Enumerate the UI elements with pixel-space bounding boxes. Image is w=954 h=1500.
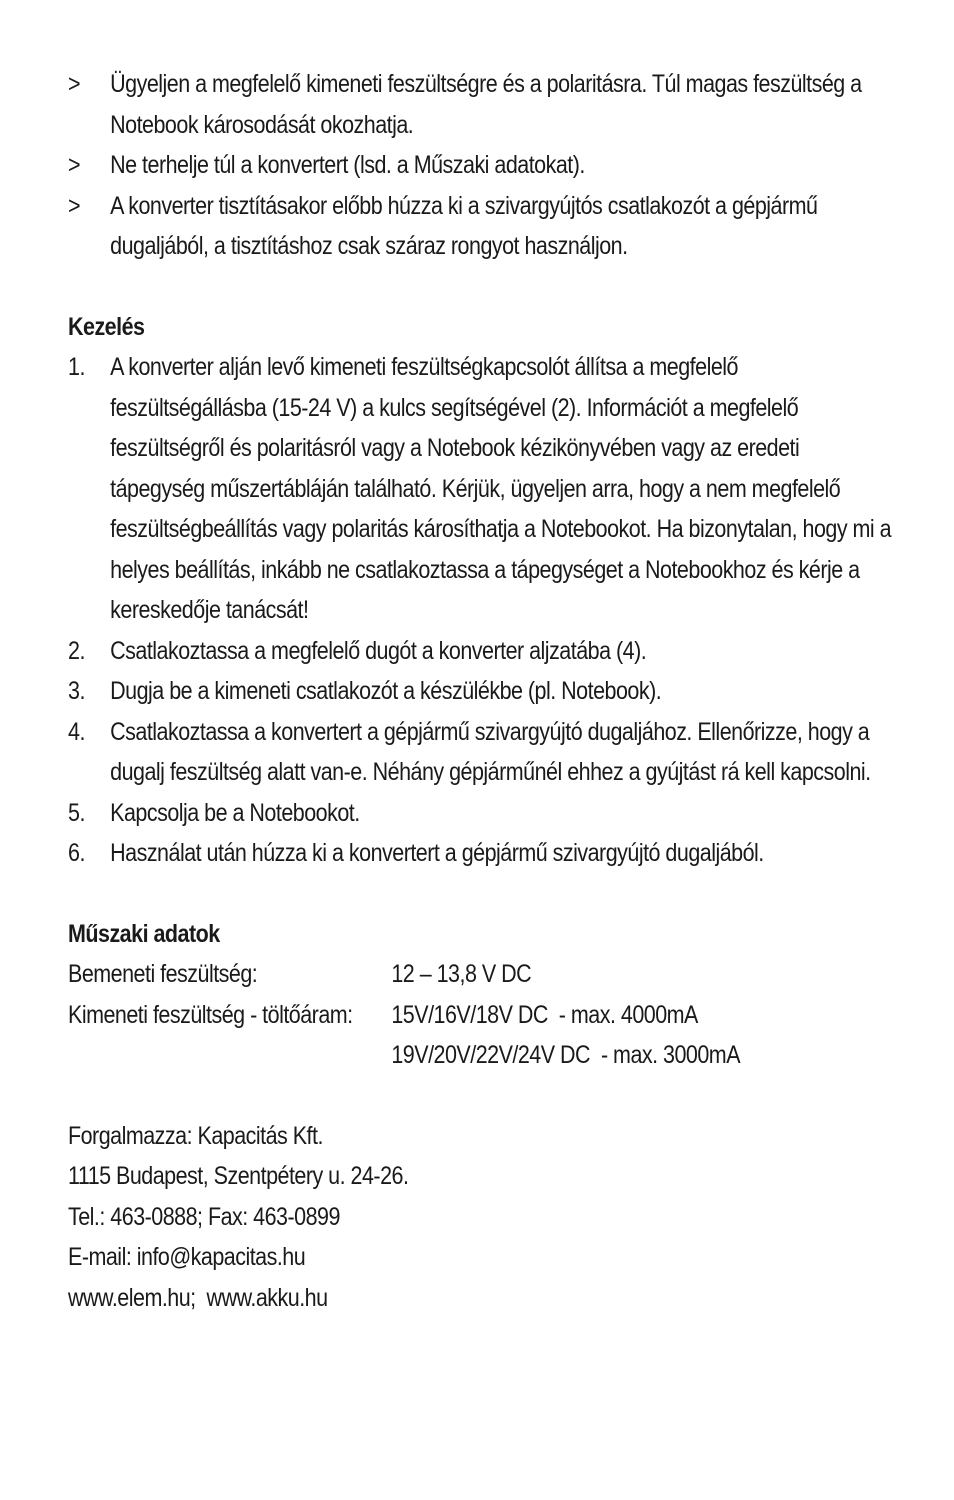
spec-row [68,995,898,1036]
section-heading: Műszaki adatok [68,919,220,948]
address-line: 1115 Budapest, Szentpétery u. 24-26. [68,1162,409,1190]
list-item [68,186,898,267]
list-item [68,712,898,793]
spec-row [68,954,898,995]
email-line: E-mail: info@kapacitas.hu [68,1243,306,1271]
step-number: 1. [68,353,85,381]
spec-label: Kimeneti feszültség - töltőáram: [68,1000,353,1029]
warning-text: A konverter tisztításakor előbb húzza ki a szivargyújtós csatlakozót a gépjármű dugaljából, a tisztításhoz csak száraz rongyot használjon. [110,191,818,260]
step-text: Dugja be a kimeneti csatlakozót a készülékbe (pl. Notebook). [110,677,662,705]
step-number: 2. [68,636,85,665]
distributor-line: Forgalmazza: Kapacitás Kft. [68,1121,323,1150]
step-text: A konverter alján levő kimeneti feszültségkapcsolót állítsa a megfelelő feszültségállásba (15-24 V) a kulcs segítségével (2). Információt a megfelelő feszültségről és polaritásról vagy a Notebook kézikönyvében vagy az eredeti tápegység műszertábláján található. Kérjük, ügyeljen arra, hogy a nem megfelelő feszültségbeállítás vagy polaritás károsíthatja a Notebookot. Ha bizonytalan, hogy mi a helyes beállítás, inkább ne csatlakoztassa a tápegységet a Notebookhoz és kérje a kereskedője tanácsát! [110,353,892,624]
phone-line: Tel.: 463-0888; Fax: 463-0899 [68,1202,340,1231]
specs-section [68,914,898,1076]
warning-text: Ügyeljen a megfelelő kimeneti feszültségre és a polaritásra. Túl magas feszültség a Notebook károsodását okozhatja. [110,70,862,139]
contact-block [68,1116,898,1319]
section-heading: Kezelés [68,312,145,341]
list-item [68,671,898,712]
list-item [68,793,898,834]
list-item [68,631,898,672]
list-item [68,833,898,874]
spec-label: Bemeneti feszültség: [68,960,258,988]
step-number: 4. [68,717,85,746]
bullet-marker: > [68,191,81,220]
step-text: Használat után húzza ki a konvertert a gépjármű szivargyújtó dugaljából. [110,839,764,867]
list-item [68,347,898,631]
warnings-list [68,64,898,267]
bullet-marker: > [68,70,81,98]
web-line: www.elem.hu; www.akku.hu [68,1283,328,1312]
list-item [68,145,898,186]
step-text: Csatlakoztassa a megfelelő dugót a konverter aljzatába (4). [110,636,647,665]
step-text: Kapcsolja be a Notebookot. [110,798,360,827]
step-text: Csatlakoztassa a konvertert a gépjármű szivargyújtó dugaljához. Ellenőrizze, hogy a dugalj feszültség alatt van-e. Néhány gépjárműnél ehhez a gyújtást rá kell kapcsolni. [110,717,871,786]
spec-value: 12 – 13,8 V DC [391,960,532,988]
step-number: 5. [68,798,85,827]
spec-label [68,1035,391,1076]
document-page [68,64,898,1318]
step-number: 6. [68,839,85,867]
warning-text: Ne terhelje túl a konvertert (lsd. a Műszaki adatokat). [110,151,585,179]
spec-value: 15V/16V/18V DC - max. 4000mA [391,1000,698,1029]
list-item [68,64,898,145]
bullet-marker: > [68,151,81,179]
spec-row [68,1035,898,1076]
spec-value: 19V/20V/22V/24V DC - max. 3000mA [391,1041,741,1069]
kezeles-section [68,307,898,874]
step-number: 3. [68,677,85,705]
